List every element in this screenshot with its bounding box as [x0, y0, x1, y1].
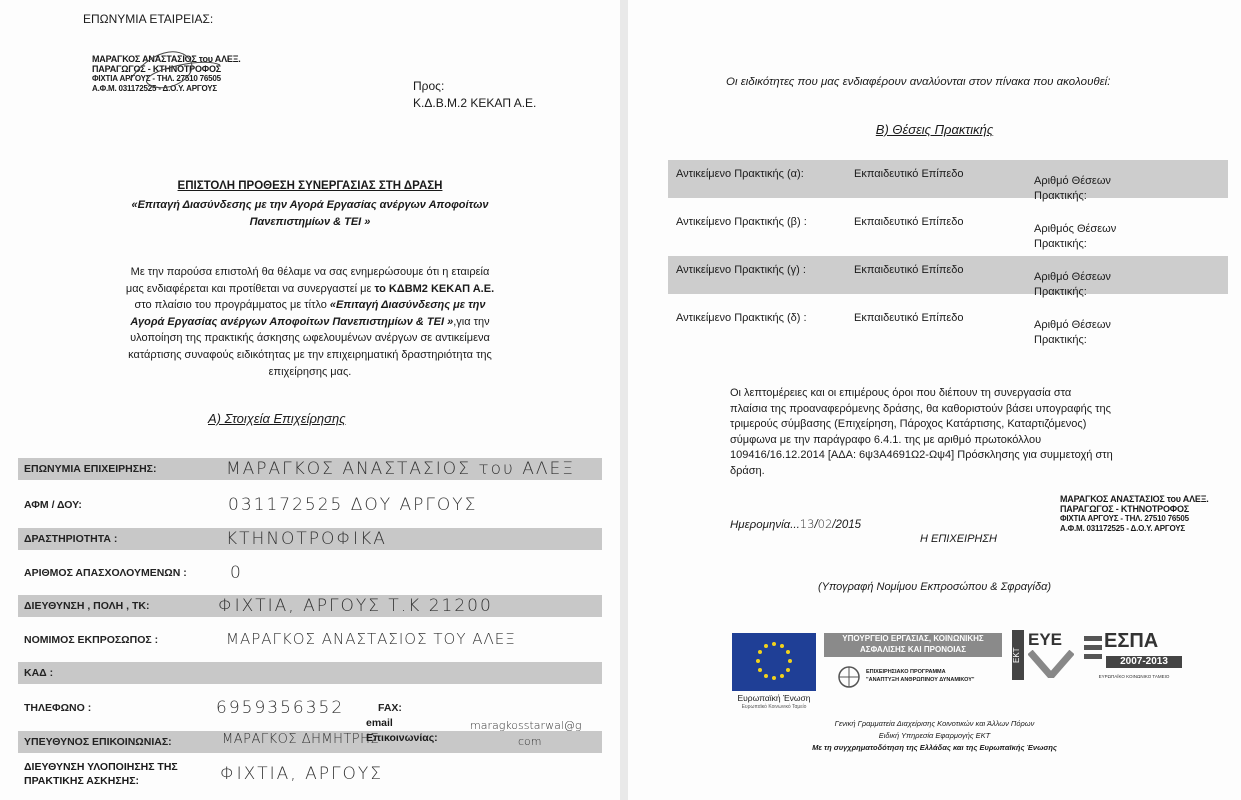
company-stamp-right	[1060, 494, 1209, 534]
body-line	[60, 297, 560, 314]
position-count-line: Αριθμό Θέσεων	[1034, 319, 1111, 331]
position-count-line: Πρακτικής:	[1034, 190, 1087, 202]
eu-sub: Ευρωπαϊκό Κοινωνικό Ταμείο	[741, 704, 807, 710]
fax-label: FAX:	[378, 702, 402, 714]
position-count-line: Πρακτικής:	[1034, 286, 1087, 298]
position-count	[1034, 222, 1116, 252]
email-label-line: Επικοινωνίας:	[366, 732, 438, 744]
position-count-line: Αριθμό Θέσεων	[1034, 271, 1111, 283]
espa-label: ΕΣΠΑ	[1104, 630, 1159, 652]
terms-line: Οι λεπτομέρειες και οι επιμέρους όροι που διέπουν τη συνεργασία στα	[730, 387, 1072, 399]
email-label-line: email	[366, 717, 393, 729]
footer-line: Ειδική Υπηρεσία Εφαρμογής ΕΚΤ	[878, 731, 991, 740]
terms-paragraph	[730, 386, 1160, 480]
stamp-line-2: ΠΑΡΑΓΩΓΟΣ - ΚΤΗΝΟΤΡΟΦΟΣ	[92, 64, 221, 74]
op-label	[866, 668, 975, 684]
page-gutter	[620, 0, 628, 800]
position-object: Αντικείμενο Πρακτικής (β) :	[676, 216, 807, 228]
field-value: ΚΤΗΝΟΤΡΟΦΙΚΑ	[226, 529, 387, 549]
field-value: ΦΙΧΤΙΑ, ΑΡΓΟΥΣ Τ.Κ 21200	[218, 596, 493, 616]
eye-logo	[1012, 630, 1076, 680]
field-value: 031172525 ΔΟΥ ΑΡΓΟΥΣ	[228, 495, 478, 515]
position-object: Αντικείμενο Πρακτικής (δ) :	[676, 312, 807, 324]
stamp-line-4: Α.Φ.Μ. 031172525 - Δ.Ο.Υ. ΑΡΓΟΥΣ	[1060, 524, 1185, 533]
position-count-line: Αριθμός Θέσεων	[1034, 223, 1117, 235]
ministry-banner	[824, 633, 1002, 657]
field-row-practice-address	[24, 760, 178, 788]
terms-line: 109416/16.12.2014 [ΑΔΑ: 6ψ3Α4691Ω2-Ωψ4] Πρόσκλησης για συμμετοχή στη	[730, 449, 1113, 462]
espa-stripes-icon	[1084, 636, 1104, 672]
field-value: ΜΑΡΑΓΚΟΣ ΑΝΑΣΤΑΣΙΟΣ του ΑΛΕΞ	[226, 459, 575, 479]
email-value	[470, 718, 581, 750]
eye-chevron-icon	[1028, 650, 1074, 678]
position-object: Αντικείμενο Πρακτικής (γ) :	[676, 264, 806, 276]
to-label: Προς:	[413, 79, 445, 93]
terms-line: δράση.	[730, 464, 765, 477]
field-value: ΜΑΡΑΓΚΟΣ ΔΗΜΗΤΡΗΣ	[222, 732, 380, 747]
field-row-afm	[18, 494, 602, 516]
body-line: επιχείρησης μας.	[268, 365, 352, 378]
body-bold-text: «Επιταγή Διασύνδεσης με την	[329, 299, 486, 312]
espa-logo	[1084, 632, 1184, 682]
field-row-representative	[18, 629, 602, 651]
field-row-activity	[18, 528, 602, 550]
date-label: Ημερομηνία	[730, 519, 791, 531]
position-row-c	[668, 256, 1228, 298]
field-label: ΔΙΕΥΘΥΝΣΗ , ΠΟΛΗ , ΤΚ:	[24, 600, 150, 612]
eye-label: ΕΥΕ	[1028, 630, 1063, 649]
field-label: ΠΡΑΚΤΙΚΗΣ ΑΣΚΗΣΗΣ:	[24, 775, 140, 787]
position-count	[1034, 318, 1111, 348]
position-level: Εκπαιδευτικό Επίπεδο	[854, 264, 964, 276]
op-line: ΕΠΙΧΕΙΡΗΣΙΑΚΟ ΠΡΟΓΡΑΜΜΑ	[866, 669, 946, 675]
terms-line: πλαίσια της προαναφερόμενης δράσης, θα καθοριστούν βάσει υπογραφής της	[730, 402, 1111, 415]
eu-stars-icon	[732, 633, 816, 691]
body-text: στο πλαίσιο του προγράμματος με τίτλο	[134, 299, 330, 312]
field-row-employees	[18, 562, 602, 584]
stamp-line-4: Α.Φ.Μ. 031172525 - Δ.Ο.Υ. ΑΡΓΟΥΣ	[92, 84, 217, 93]
field-label: ΥΠΕΥΘΥΝΟΣ ΕΠΙΚΟΙΝΩΝΙΑΣ:	[24, 736, 172, 748]
field-row-kad	[18, 662, 602, 684]
body-text: μας ενδιαφέρεται και προτίθεται να συνεργαστεί με	[125, 282, 375, 295]
op-emblem-icon	[836, 664, 862, 690]
stamp-line-1: ΜΑΡΑΓΚΟΣ ΑΝΑΣΤΑΣΙΟΣ του ΑΛΕΞ.	[92, 54, 241, 64]
position-count-line: Αριθμό Θέσεων	[1034, 175, 1111, 187]
field-label: ΤΗΛΕΦΩΝΟ :	[24, 702, 92, 714]
field-label: ΔΡΑΣΤΗΡΙΟΤΗΤΑ :	[24, 533, 118, 545]
signature-scribble	[120, 40, 230, 100]
field-value: 6959356352	[216, 698, 345, 718]
terms-line: τριμερούς σύμβασης (Επιχείρηση, Πάροχος Κατάρτισης, Καταρτιζόμενος)	[730, 418, 1087, 431]
eu-flag	[732, 633, 816, 691]
ministry-line: ΥΠΟΥΡΓΕΙΟ ΕΡΓΑΣΙΑΣ, ΚΟΙΝΩΝΙΚΗΣ	[842, 634, 984, 643]
email-value-line: com	[518, 735, 542, 748]
body-line	[60, 314, 560, 331]
date-day: 13	[799, 517, 815, 531]
positions-intro: Οι ειδικότητες που μας ενδιαφέρουν αναλύονται στον πίνακα που ακολουθεί:	[726, 76, 1111, 88]
field-label: ΝΟΜΙΜΟΣ ΕΚΠΡΟΣΩΠΟΣ :	[24, 634, 159, 646]
position-object: Αντικείμενο Πρακτικής (α):	[676, 168, 804, 180]
field-row-phone	[18, 697, 602, 719]
op-line: "ΑΝΑΠΤΥΞΗ ΑΝΘΡΩΠΙΝΟΥ ΔΥΝΑΜΙΚΟΥ"	[866, 677, 975, 683]
company-label: ΕΠΩΝΥΜΙΑ ΕΤΑΙΡΕΙΑΣ:	[83, 12, 214, 26]
ekt-label: ΕΚΤ	[1012, 630, 1024, 680]
date-month: 02	[817, 517, 833, 531]
body-bold-text: το ΚΔΒΜ2 ΚΕΚΑΠ Α.Ε.	[374, 282, 495, 295]
field-label: ΕΠΩΝΥΜΙΑ ΕΠΙΧΕΙΡΗΣΗΣ:	[24, 463, 157, 475]
letter-body	[60, 264, 560, 380]
position-count-line: Πρακτικής:	[1034, 334, 1087, 346]
letter-title: ΕΠΙΣΤΟΛΗ ΠΡΟΘΕΣΗ ΣΥΝΕΡΓΑΣΙΑΣ ΣΤΗ ΔΡΑΣΗ	[177, 180, 443, 192]
field-label: ΑΦΜ / ΔΟΥ:	[24, 499, 82, 511]
to-value: Κ.Δ.Β.Μ.2 ΚΕΚΑΠ Α.Ε.	[413, 96, 537, 110]
signature-note: (Υπογραφή Νομίμου Εκπροσώπου & Σφραγίδα)	[817, 581, 1052, 593]
field-label: ΔΙΕΥΘΥΝΣΗ ΥΛΟΠΟΙΗΣΗΣ ΤΗΣ	[24, 761, 178, 773]
body-line: κατάρτισης συναφούς ειδικότητας με την επιχειρηματική δραστηριότητα της	[128, 348, 492, 361]
letter-subtitle-1: «Επιταγή Διασύνδεσης με την Αγορά Εργασίας ανέργων Αποφοίτων	[131, 199, 489, 211]
body-bold-text: Αγορά Εργασίας ανέργων Αποφοίτων Πανεπιστημίων & ΤΕΙ »	[130, 315, 454, 328]
field-row-company	[18, 458, 602, 480]
right-page	[628, 0, 1241, 800]
ministry-line: ΑΣΦΑΛΙΣΗΣ ΚΑΙ ΠΡΟΝΟΙΑΣ	[859, 645, 966, 654]
footer	[628, 718, 1241, 754]
letter-subtitle-2: Πανεπιστημίων & ΤΕΙ »	[249, 216, 371, 228]
stamp-line-3: ΦΙΧΤΙΑ ΑΡΓΟΥΣ - ΤΗΛ. 27510 76505	[1060, 514, 1189, 523]
position-row-d	[668, 304, 1228, 346]
position-count	[1034, 270, 1111, 300]
terms-line: σύμφωνα με την παράγραφο 6.4.1. της με αριθμό πρωτοκόλλου	[730, 433, 1042, 446]
espa-years: 2007-2013	[1106, 656, 1182, 668]
eu-caption: Ευρωπαϊκή Ένωση	[737, 693, 811, 703]
position-row-a	[668, 160, 1228, 202]
field-value: ΜΑΡΑΓΚΟΣ ΑΝΑΣΤΑΣΙΟΣ ΤΟΥ ΑΛΕΞ	[226, 630, 516, 648]
field-row-address	[18, 595, 602, 617]
email-value-line: maragkosstarwal@g	[470, 719, 582, 732]
stamp-line-1: ΜΑΡΑΓΚΟΣ ΑΝΑΣΤΑΣΙΟΣ του ΑΛΕΞ.	[1060, 494, 1209, 504]
position-level: Εκπαιδευτικό Επίπεδο	[854, 168, 964, 180]
footer-line: Γενική Γραμματεία Διαχείρισης Κοινοτικών και Άλλων Πόρων	[834, 719, 1035, 728]
position-row-b	[668, 208, 1228, 250]
date-year: /2015	[832, 519, 862, 531]
left-page	[0, 0, 620, 800]
body-line: Με την παρούσα επιστολή θα θέλαμε να σας ενημερώσουμε ότι η εταιρεία	[130, 266, 490, 278]
section-b-heading: Β) Θέσεις Πρακτικής	[875, 122, 994, 137]
field-label: ΑΡΙΘΜΟΣ ΑΠΑΣΧΟΛΟΥΜΕΝΩΝ :	[24, 567, 187, 579]
field-value: 0	[230, 563, 243, 583]
position-count	[1034, 174, 1111, 204]
body-line: υλοποίηση της πρακτικής άσκησης ωφελουμένων ανέργων σε αντικείμενα	[130, 332, 490, 345]
email-label	[366, 716, 438, 746]
position-count-line: Πρακτικής:	[1034, 238, 1087, 250]
position-level: Εκπαιδευτικό Επίπεδο	[854, 216, 964, 228]
body-line	[60, 281, 560, 298]
business-label: Η ΕΠΙΧΕΙΡΗΣΗ	[920, 533, 997, 545]
section-a-heading: Α) Στοιχεία Επιχείρησης	[208, 411, 346, 426]
field-label: ΚΑΔ :	[24, 667, 54, 679]
position-level: Εκπαιδευτικό Επίπεδο	[854, 312, 964, 324]
field-value: ΦΙΧΤΙΑ, ΑΡΓΟΥΣ	[220, 764, 383, 784]
body-text: ,για την	[453, 315, 490, 328]
stamp-line-2: ΠΑΡΑΓΩΓΟΣ - ΚΤΗΝΟΤΡΟΦΟΣ	[1060, 504, 1189, 514]
date-line: Ημερομηνία...13/02/2015	[730, 517, 862, 531]
footer-line: Με τη συγχρηματοδότηση της Ελλάδας και της Ευρωπαϊκής Ένωσης	[812, 743, 1057, 752]
stamp-line-3: ΦΙΧΤΙΑ ΑΡΓΟΥΣ - ΤΗΛ. 27510 76505	[92, 74, 221, 83]
espa-sub: ΕΥΡΩΠΑΪΚΟ ΚΟΙΝΩΝΙΚΟ ΤΑΜΕΙΟ	[1098, 674, 1170, 679]
